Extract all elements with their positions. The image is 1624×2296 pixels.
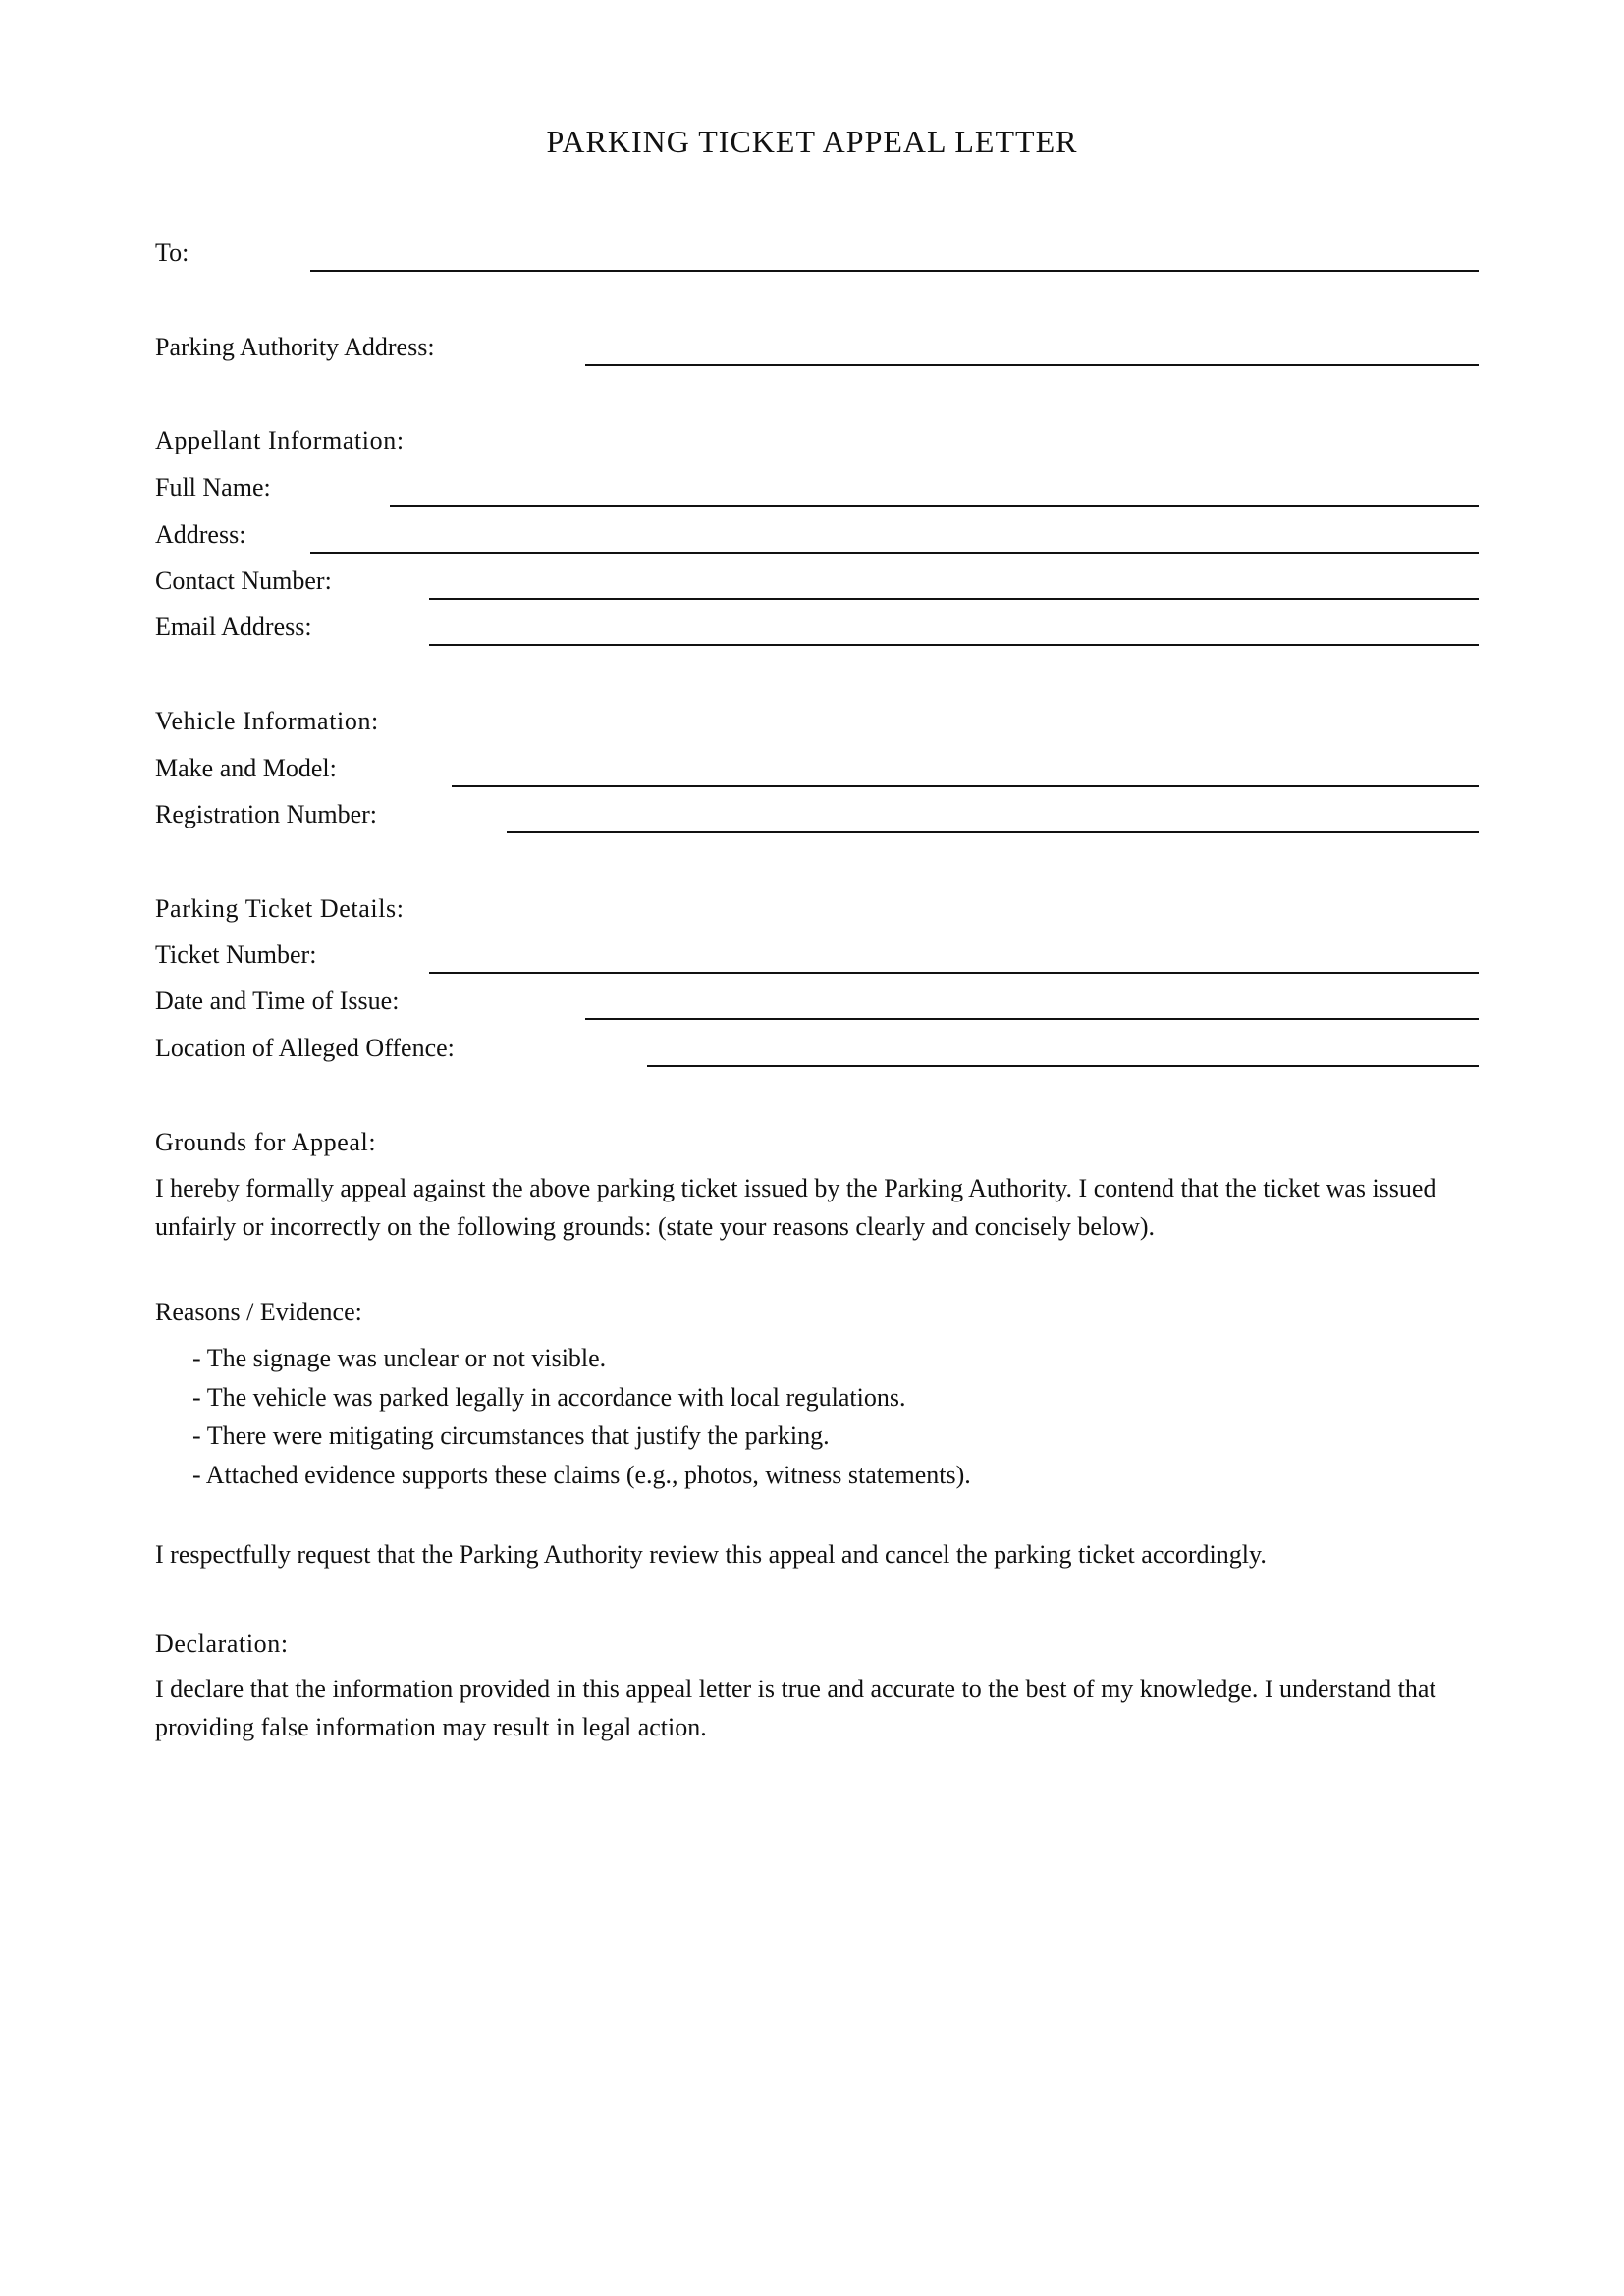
email-address-field-line[interactable]	[429, 644, 1479, 646]
document-title: PARKING TICKET APPEAL LETTER	[546, 124, 1078, 159]
address-field-line[interactable]	[310, 552, 1479, 554]
ticket-heading: Parking Ticket Details:	[155, 894, 405, 923]
grounds-heading: Grounds for Appeal:	[155, 1128, 377, 1156]
request-paragraph: I respectfully request that the Parking Authority review this appeal and cancel the parking ticket accordingly.	[155, 1540, 1267, 1569]
ticket-number-label: Ticket Number:	[155, 940, 317, 969]
email-address-label: Email Address:	[155, 613, 312, 641]
contact-number-label: Contact Number:	[155, 566, 332, 595]
date-time-label: Date and Time of Issue:	[155, 987, 400, 1015]
make-model-field-line[interactable]	[452, 785, 1479, 787]
declaration-heading: Declaration:	[155, 1629, 289, 1658]
registration-number-label: Registration Number:	[155, 800, 378, 828]
to-field-line[interactable]	[310, 270, 1479, 272]
reasons-heading: Reasons / Evidence:	[155, 1298, 362, 1326]
ticket-number-field-line[interactable]	[429, 972, 1479, 974]
appellant-heading: Appellant Information:	[155, 426, 405, 454]
address-label: Address:	[155, 520, 246, 549]
location-label: Location of Alleged Offence:	[155, 1034, 455, 1062]
full-name-field-line[interactable]	[390, 505, 1479, 507]
to-label: To:	[155, 239, 189, 267]
declaration-paragraph: I declare that the information provided in this appeal letter is true and accurate to the best of my knowledge. I understand that providing false information may result in legal action.	[155, 1675, 1436, 1741]
vehicle-heading: Vehicle Information:	[155, 707, 379, 735]
reasons-list	[192, 1339, 971, 1494]
make-model-label: Make and Model:	[155, 754, 337, 782]
authority-address-label: Parking Authority Address:	[155, 333, 435, 361]
date-time-field-line[interactable]	[585, 1018, 1479, 1020]
reason-item: - The vehicle was parked legally in accordance with local regulations.	[192, 1382, 906, 1412]
reason-item: - The signage was unclear or not visible.	[192, 1344, 607, 1372]
reason-item: - Attached evidence supports these claims (e.g., photos, witness statements).	[192, 1460, 971, 1489]
authority-address-field-line[interactable]	[585, 364, 1479, 366]
full-name-label: Full Name:	[155, 473, 271, 502]
location-field-line[interactable]	[647, 1065, 1479, 1067]
grounds-paragraph: I hereby formally appeal against the above parking ticket issued by the Parking Authority. I contend that the ticket was issued unfairly or incorrectly on the following grounds: (state your reasons clearly and concisely below).	[155, 1174, 1436, 1241]
registration-number-field-line[interactable]	[507, 831, 1479, 833]
reason-item: - There were mitigating circumstances that justify the parking.	[192, 1421, 830, 1450]
contact-number-field-line[interactable]	[429, 598, 1479, 600]
